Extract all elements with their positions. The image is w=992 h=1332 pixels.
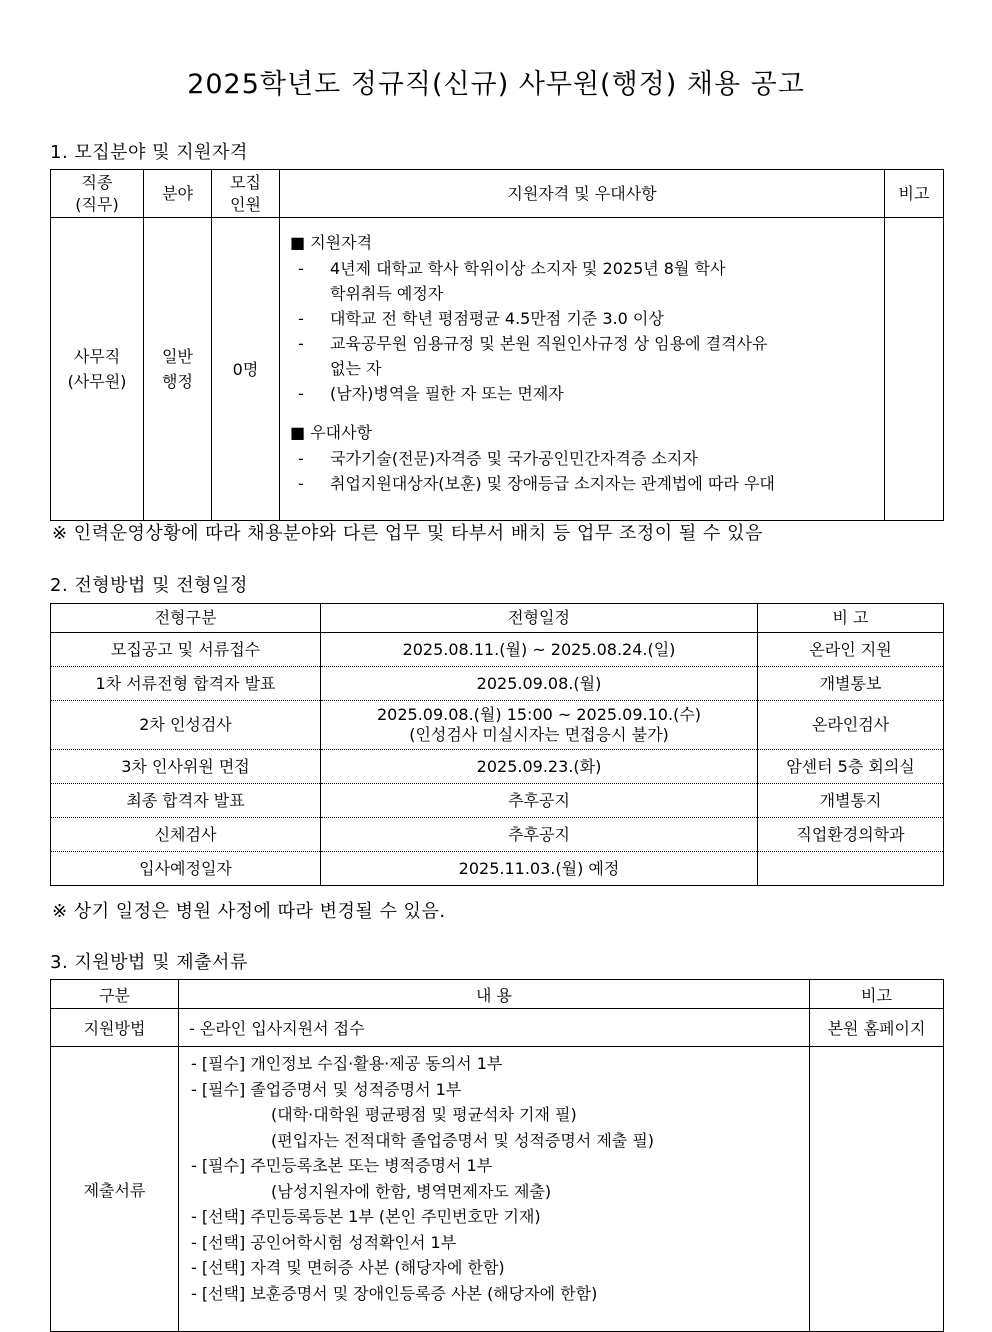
table-row: 3차 인사위원 면접 2025.09.23.(화) 암센터 5층 회의실 [51, 750, 944, 784]
section2-heading: 2. 전형방법 및 전형일정 [50, 575, 248, 596]
header-count: 모집 인원 [212, 170, 280, 218]
header-remark: 비 고 [758, 604, 944, 633]
qual-title: ■ 지원자격 [290, 233, 373, 252]
header-qualification: 지원자격 및 우대사항 [280, 170, 885, 218]
header-type: 전형구분 [51, 604, 321, 633]
table-row: 제출서류 - [필수] 개인정보 수집·활용·제공 동의서 1부 - [필수] 졸업증명서 및 성적증명서 1부 (대학·대학원 평균평점 및 평균석차 기재 필) (편입자는 전적대학 졸업증명서 및 성적증명서 제출 필) - [필수] 주민등록초본 또는 병적증명서 1부 (남성지원자에 한함, 병역면제자도 제출) - [선택] 주민등록등본 1부 (본인 주민번호만 기재) - [선택] 공인어학시험 성적확인서 1부 - [선택] 자격 및 면허증 사본 (해당자에 한함) - [선택] 보훈증명서 및 장애인등록증 사본 (해당자에 한함) [51, 1047, 944, 1332]
section3-heading: 3. 지원방법 및 제출서류 [50, 952, 248, 973]
table-row: 신체검사 추후공지 직업환경의학과 [51, 818, 944, 852]
table-row: 입사예정일자 2025.11.03.(월) 예정 [51, 852, 944, 886]
table-row: 지원방법 - 온라인 입사지원서 접수 본원 홈페이지 [51, 1009, 944, 1047]
header-schedule: 전형일정 [321, 604, 758, 633]
header-remark: 비고 [885, 170, 944, 218]
header-content: 내 용 [179, 980, 810, 1009]
header-field: 분야 [144, 170, 212, 218]
pref-title: ■ 우대사항 [290, 423, 373, 442]
cell-remark [885, 218, 944, 521]
section2-note: ※ 상기 일정은 병원 사정에 따라 변경될 수 있음. [52, 901, 446, 922]
header-job: 직종 (직무) [51, 170, 144, 218]
section1-heading: 1. 모집분야 및 지원자격 [50, 142, 248, 163]
table-row: 1차 서류전형 합격자 발표 2025.09.08.(월) 개별통보 [51, 667, 944, 701]
schedule-table [50, 603, 944, 886]
section1-note: ※ 인력운영상황에 따라 채용분야와 다른 업무 및 타부서 배치 등 업무 조정이 될 수 있음 [52, 523, 763, 544]
table-row: 최종 합격자 발표 추후공지 개별통지 [51, 784, 944, 818]
table-row: 2차 인성검사 2025.09.08.(월) 15:00 ~ 2025.09.10.(수) (인성검사 미실시자는 면접응시 불가) 온라인검사 [51, 701, 944, 750]
qualification-table [50, 169, 944, 521]
documents-table [50, 979, 944, 1332]
page-title: 2025학년도 정규직(신규) 사무원(행정) 채용 공고 [187, 69, 805, 100]
cell-field: 일반 행정 [144, 218, 212, 521]
header-remark: 비고 [810, 980, 944, 1009]
cell-job: 사무직 (사무원) [51, 218, 144, 521]
document-list: - [필수] 개인정보 수집·활용·제공 동의서 1부 - [필수] 졸업증명서 및 성적증명서 1부 (대학·대학원 평균평점 및 평균석차 기재 필) (편입자는 전적대학 졸업증명서 및 성적증명서 제출 필) - [필수] 주민등록초본 또는 병적증명서 1부 (남성지원자에 한함, 병역면제자도 제출) - [선택] 주민등록등본 1부 (본인 주민번호만 기재) - [선택] 공인어학시험 성적확인서 1부 - [선택] 자격 및 면허증 사본 (해당자에 한함) - [선택] 보훈증명서 및 장애인등록증 사본 (해당자에 한함) [179, 1047, 810, 1332]
cell-qualification: ■ 지원자격 - 4년제 대학교 학사 학위이상 소지자 및 2025년 8월 학사 학위취득 예정자 - 대학교 전 학년 평점평균 4.5만점 기준 3.0 이상 - 교육공무원 임용규정 및 본원 직원인사규정 상 임용에 결격사유 없는 자 - (남자)병역을 필한 자 또는 면제자 ■ 우대사항 - 국가기술(전문)자격증 및 국가공인민간자격증 소지자 - 취업지원대상자(보훈) 및 장애등급 소지자는 관계법에 따라 우대 [280, 218, 885, 521]
table-row: 모집공고 및 서류접수 2025.08.11.(월) ~ 2025.08.24.(일) 온라인 지원 [51, 633, 944, 667]
header-category: 구분 [51, 980, 179, 1009]
cell-count: 0명 [212, 218, 280, 521]
